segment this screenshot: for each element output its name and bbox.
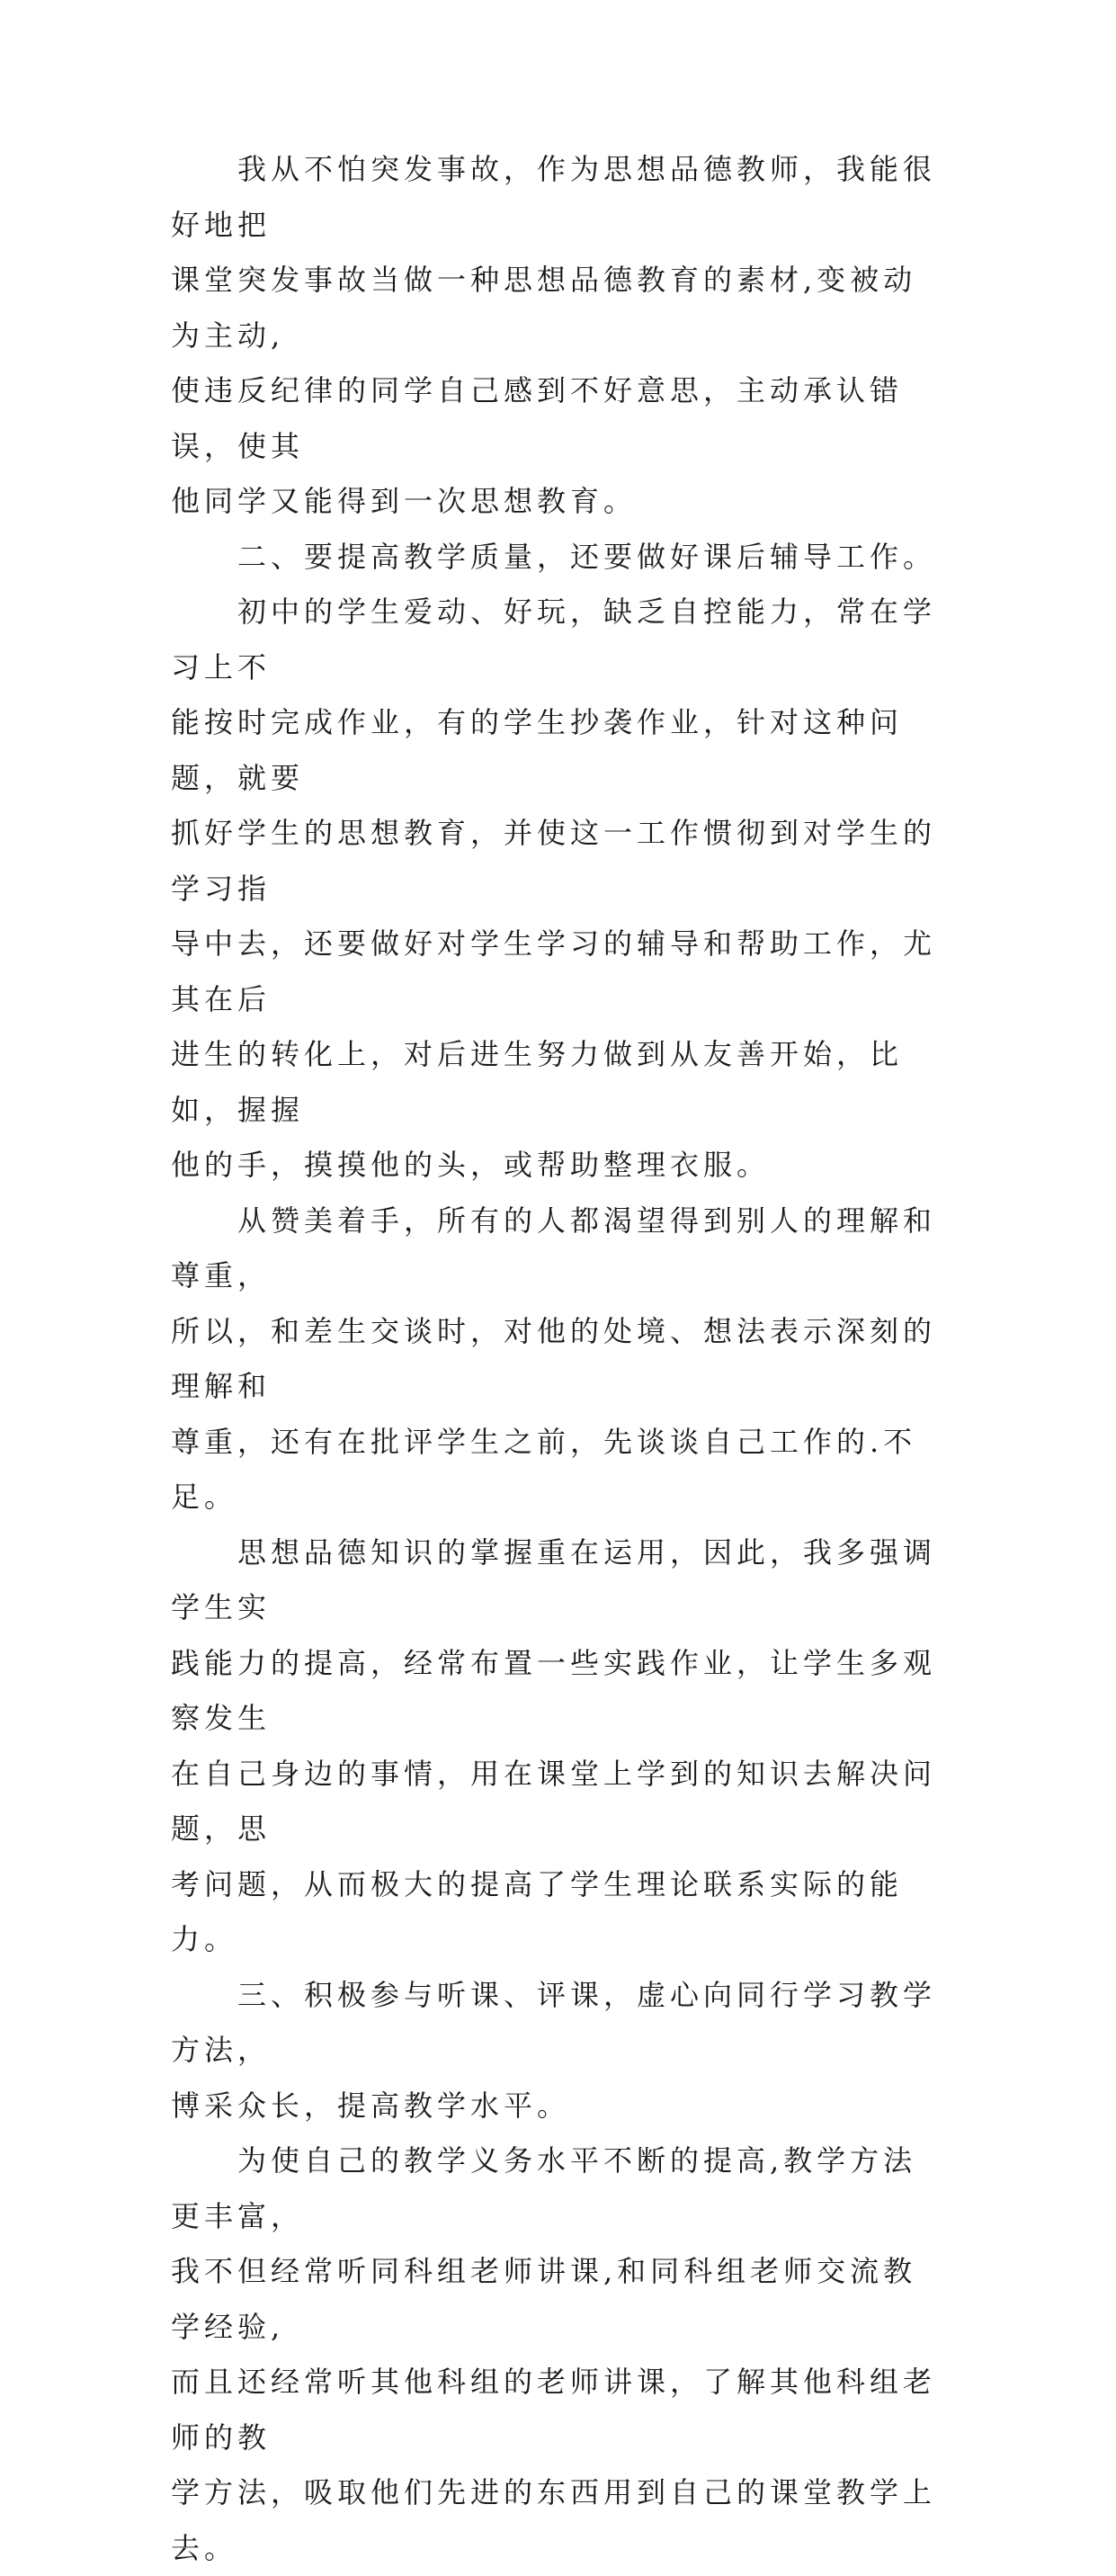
document-page [171, 142, 944, 2576]
paragraph-practice-ability: 思想品德知识的掌握重在运用，因此，我多强调学生实 践能力的提高，经常布置一些实践作业，让学生多观察发生 在自己身边的事情，用在课堂上学到的知识去解决问题，思 考问题，从而极大的提高了学生理论联系实际的能力。 [171, 1534, 937, 1956]
heading-lesson-observation: 三、积极参与听课、评课，虚心向同行学习教学方法， 博采众长，提高教学水平。 [171, 1977, 937, 2123]
paragraph-emergency-handling: 我从不怕突发事故，作为思想品德教师，我能很好地把 课堂突发事故当做一种思想品德教育的素材,变被动为主动, 使违反纪律的同学自己感到不好意思，主动承认错误，使其 他同学又能得到一次思想教育。 [171, 152, 937, 518]
heading-after-class-tutoring: 二、要提高教学质量，还要做好课后辅导工作。 [237, 539, 937, 574]
paragraph-student-tutoring: 初中的学生爱动、好玩，缺乏自控能力，常在学习上不 能按时完成作业，有的学生抄袭作业，针对这种问题，就要 抓好学生的思想教育，并使这一工作惯彻到对学生的学习指 导中去，还要做好对学生学习的辅导和帮助工作，尤其在后 进生的转化上，对后进生努力做到从友善开始，比如，握握 他的手，摸摸他的头，或帮助整理衣服。 [171, 595, 937, 1182]
paragraph-praise-respect: 从赞美着手，所有的人都渴望得到别人的理解和尊重， 所以，和差生交谈时，对他的处境、想法表示深刻的理解和 尊重，还有在批评学生之前，先谈谈自己工作的.不足。 [171, 1203, 937, 1514]
paragraph-teaching-improvement: 为使自己的教学义务水平不断的提高,教学方法更丰富， 我不但经常听同科组老师讲课,和同科组老师交流教学经验, 而且还经常听其他科组的老师讲课，了解其他科组老师的教 学方法，吸取他们先进的东西用到自己的课堂教学上去。 [171, 2143, 937, 2565]
